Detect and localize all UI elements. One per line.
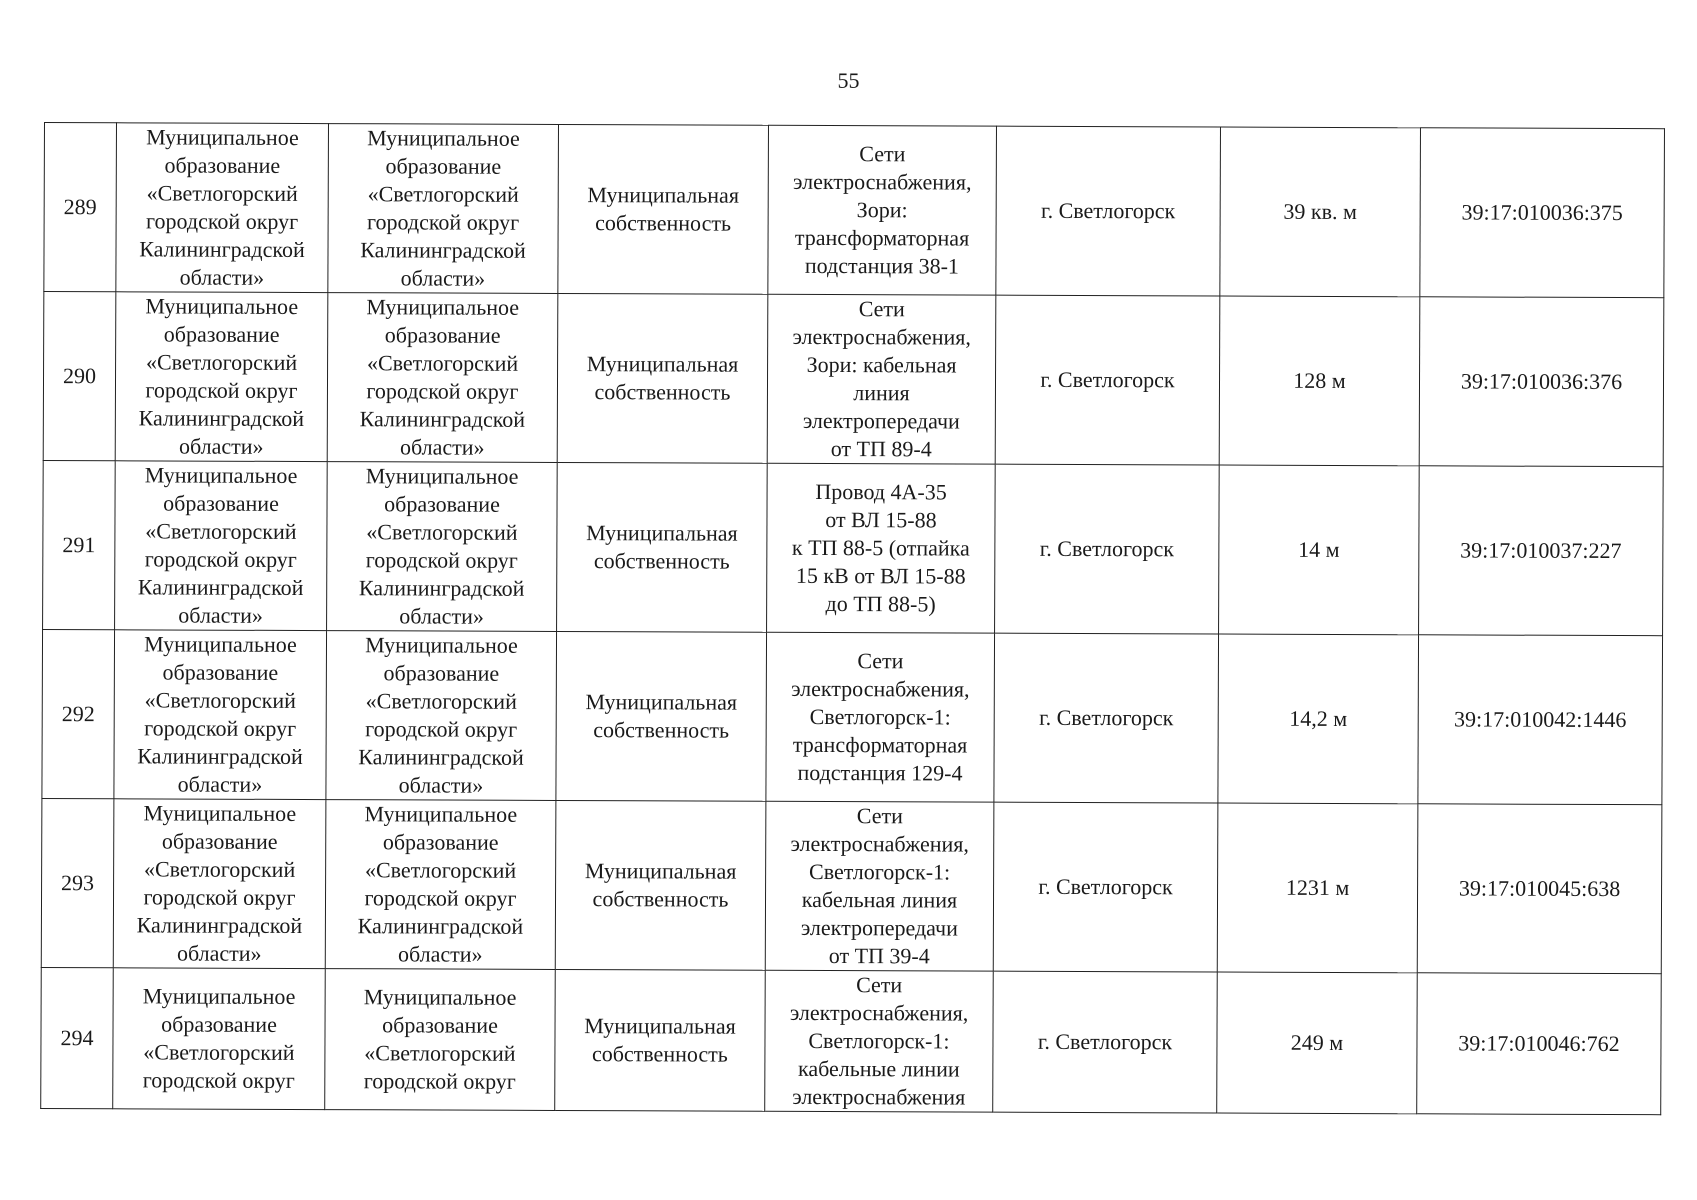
holder-cell: Муниципальное образование «Светлогорский городской округ Калининградской области» (328, 124, 559, 294)
table-row (42, 629, 1663, 804)
holder-cell: Муниципальное образование «Светлогорский городской округ Калининградской области» (327, 462, 558, 632)
registry-table-container (40, 122, 1664, 1115)
object-description-cell: Провод 4А-35 от ВЛ 15-88 к ТП 88-5 (отпайка 15 кВ от ВЛ 15-88 до ТП 88-5) (767, 463, 996, 633)
cadastral-number-cell: 39:17:010036:375 (1420, 128, 1665, 298)
ownership-type-cell: Муниципальная собственность (555, 800, 766, 970)
ownership-type-cell: Муниципальная собственность (555, 969, 766, 1111)
ownership-type-cell: Муниципальная собственность (558, 124, 769, 294)
cadastral-number-cell: 39:17:010046:762 (1417, 973, 1662, 1115)
table-row (44, 123, 1665, 298)
cadastral-number-cell: 39:17:010045:638 (1417, 804, 1662, 974)
size-cell: 128 м (1219, 296, 1420, 466)
size-cell: 14 м (1219, 465, 1420, 635)
size-cell: 1231 м (1217, 803, 1418, 973)
cadastral-number-cell: 39:17:010036:376 (1419, 297, 1664, 467)
row-number-cell: 289 (44, 123, 117, 292)
holder-cell: Муниципальное образование «Светлогорский городской округ (325, 969, 556, 1111)
object-description-cell: Сети электроснабжения, Светлогорск-1: трансформаторная подстанция 129-4 (766, 632, 995, 802)
table-row (41, 967, 1662, 1114)
row-number-cell: 294 (41, 967, 114, 1108)
ownership-type-cell: Муниципальная собственность (557, 293, 768, 463)
cadastral-number-cell: 39:17:010042:1446 (1418, 635, 1663, 805)
location-cell: г. Светлогорск (996, 126, 1221, 296)
location-cell: г. Светлогорск (995, 295, 1220, 465)
row-number-cell: 291 (43, 460, 116, 629)
object-description-cell: Сети электроснабжения, Светлогорск-1: кабельная линия электропередачи от ТП 39-4 (765, 801, 994, 971)
location-cell: г. Светлогорск (994, 633, 1219, 803)
ownership-type-cell: Муниципальная собственность (557, 462, 768, 632)
size-cell: 14,2 м (1218, 634, 1419, 804)
row-number-cell: 292 (42, 629, 115, 798)
owner-cell: Муниципальное образование «Светлогорский городской округ Калининградской области» (114, 630, 327, 800)
owner-cell: Муниципальное образование «Светлогорский городской округ Калининградской области» (113, 799, 326, 969)
property-registry-table (40, 122, 1665, 1115)
location-cell: г. Светлогорск (995, 464, 1220, 634)
ownership-type-cell: Муниципальная собственность (556, 631, 767, 801)
page-number: 55 (837, 68, 860, 93)
holder-cell: Муниципальное образование «Светлогорский городской округ Калининградской области» (325, 800, 556, 970)
owner-cell: Муниципальное образование «Светлогорский городской округ (113, 968, 326, 1110)
table-row (41, 798, 1662, 973)
object-description-cell: Сети электроснабжения, Светлогорск-1: кабельные линии электроснабжения (765, 970, 994, 1112)
table-row (43, 460, 1664, 635)
owner-cell: Муниципальное образование «Светлогорский городской округ Калининградской области» (116, 123, 329, 293)
table-row (43, 292, 1664, 467)
owner-cell: Муниципальное образование «Светлогорский городской округ Калининградской области» (115, 461, 328, 631)
location-cell: г. Светлогорск (993, 802, 1218, 972)
location-cell: г. Светлогорск (993, 971, 1218, 1113)
object-description-cell: Сети электроснабжения, Зори: кабельная линия электропередачи от ТП 89-4 (767, 294, 996, 464)
size-cell: 249 м (1217, 972, 1418, 1114)
size-cell: 39 кв. м (1220, 127, 1421, 297)
holder-cell: Муниципальное образование «Светлогорский городской округ Калининградской области» (326, 631, 557, 801)
object-description-cell: Сети электроснабжения, Зори: трансформаторная подстанция 38-1 (768, 125, 997, 295)
cadastral-number-cell: 39:17:010037:227 (1419, 466, 1664, 636)
owner-cell: Муниципальное образование «Светлогорский городской округ Калининградской области» (115, 292, 328, 462)
holder-cell: Муниципальное образование «Светлогорский городской округ Калининградской области» (327, 293, 558, 463)
row-number-cell: 290 (43, 292, 116, 461)
row-number-cell: 293 (41, 798, 114, 967)
